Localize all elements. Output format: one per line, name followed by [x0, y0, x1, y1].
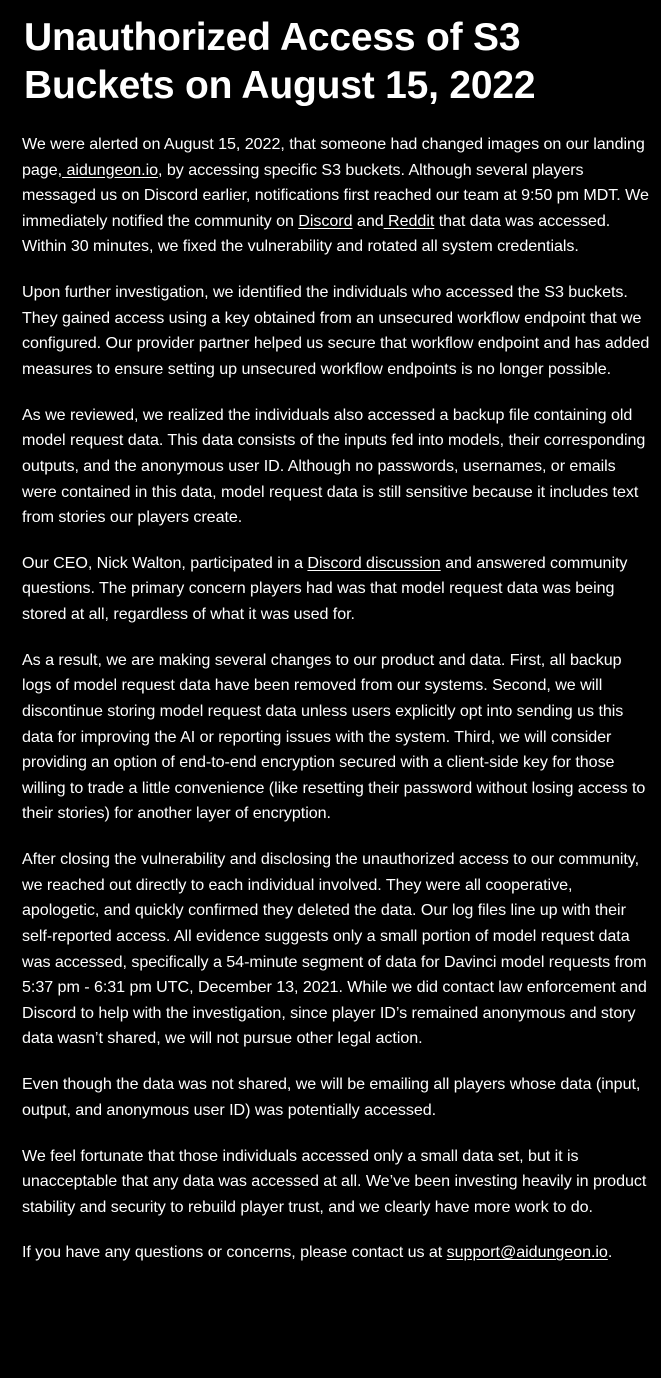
paragraph-contact [22, 1240, 650, 1266]
text: . [607, 1243, 613, 1262]
article-title: Unauthorized Access of S3 Buckets on August 15, 2022 [24, 16, 536, 107]
paragraph-alert [22, 132, 650, 260]
paragraph-trust: We feel fortunate that those individuals accessed only a small data set, but it is unacceptable that any data was accessed at all. We’ve been investing heavily in product stability and security to rebuild player trust, and we clearly have more work to do. [22, 1146, 647, 1216]
text: that data was accessed. Within 30 minutes, we fixed the vulnerability and rotated all system credentials. [22, 211, 611, 256]
paragraph-investigation: Upon further investigation, we identified the individuals who accessed the S3 buckets. They gained access using a key obtained from an unsecured workflow endpoint that we configured. Our provider partner helped us secure that workflow endpoint and has added measures to ensure setting up unsecured workflow endpoints is no longer possible. [22, 283, 650, 378]
text: and answered community questions. The primary concern players had was that model request data was being stored at all, regardless of what it was used for. [22, 553, 628, 624]
paragraph-emailing: Even though the data was not shared, we will be emailing all players whose data (input, output, and anonymous user ID) was potentially accessed. [22, 1075, 641, 1119]
discord-link[interactable]: Discord [298, 211, 353, 230]
text: Our CEO, Nick Walton, participated in a [22, 553, 308, 572]
paragraph-changes: As a result, we are making several changes to our product and data. First, all backup logs of model request data have been removed from our systems. Second, we will discontinue storing model request data unless users explicitly opt into sending us this data for improving the AI or reporting issues with the system. Third, we will consider providing an option of end-to-end encryption secured with a client-side key for those willing to trade a little convenience (like resetting their password without losing access to their stories) for another layer of encryption. [22, 650, 646, 823]
text: , by accessing specific S3 buckets. Although several players messaged us on Discord earlier, notifications first reached our team at 9:50 pm MDT. We immediately notified the community on [22, 160, 649, 230]
paragraph-ceo-discussion [22, 551, 650, 628]
text: If you have any questions or concerns, please contact us at [22, 1243, 447, 1262]
aidungeon-link[interactable]: aidungeon.io [62, 160, 159, 179]
support-email-link[interactable]: support@aidungeon.io [446, 1243, 608, 1262]
text: and [352, 211, 384, 230]
text: We were alerted on August 15, 2022, that someone had changed images on our landing page, [22, 135, 645, 179]
paragraph-backup-file: As we reviewed, we realized the individuals also accessed a backup file containing old model request data. This data consists of the inputs fed into models, their corresponding outputs, and the anonymous user ID. Although no passwords, usernames, or emails were contained in this data, model request data is still sensitive because it includes text from stories our players create. [22, 405, 646, 527]
discord-discussion-link[interactable]: Discord discussion [307, 553, 441, 572]
paragraph-outreach: After closing the vulnerability and disclosing the unauthorized access to our community, we reached out directly to each individual involved. They were all cooperative, apologetic, and quickly confirmed they deleted the data. Our log files line up with their self-reported access. All evidence suggests only a small portion of model request data was accessed, specifically a 54-minute segment of data for Davinci model requests from 5:37 pm - 6:31 pm UTC, December 13, 2021. While we did contact law enforcement and Discord to help with the investigation, since player ID’s remained anonymous and story data wasn’t shared, we will not pursue other legal action. [22, 850, 647, 1048]
reddit-link[interactable]: Reddit [383, 211, 435, 230]
